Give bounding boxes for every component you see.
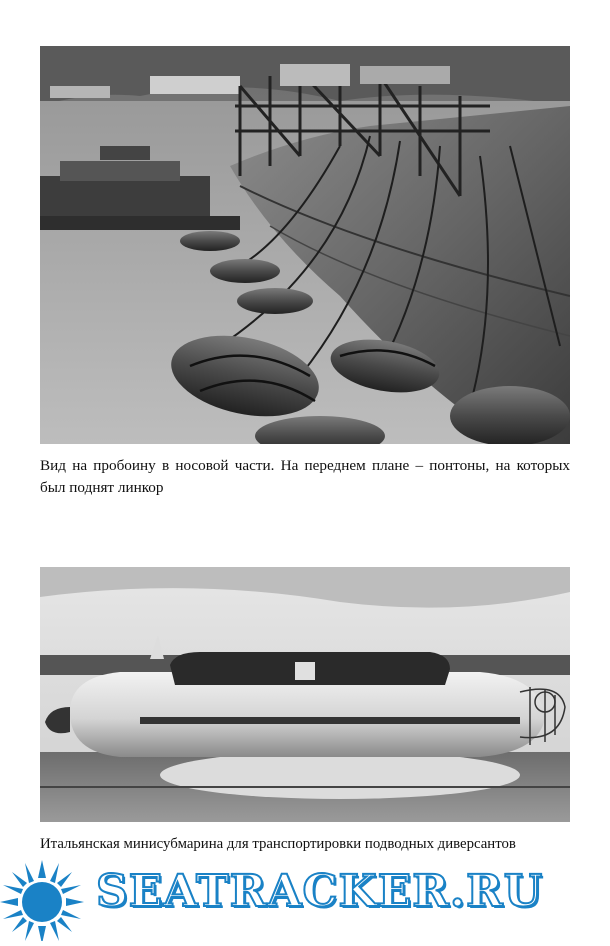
figure-caption-1: Вид на пробоину в носовой части. На переднем плане – понтоны, на которых был поднят линкор [40, 457, 570, 496]
figure-caption-2: Итальянская минисубмарина для транспортировки подводных диверсантов [40, 836, 516, 852]
photo-midget-submarine [40, 567, 570, 822]
watermark-text: SEATRACKER.RU [96, 866, 544, 917]
photo-battleship-pontoons [40, 46, 570, 444]
sun-icon [0, 860, 110, 941]
